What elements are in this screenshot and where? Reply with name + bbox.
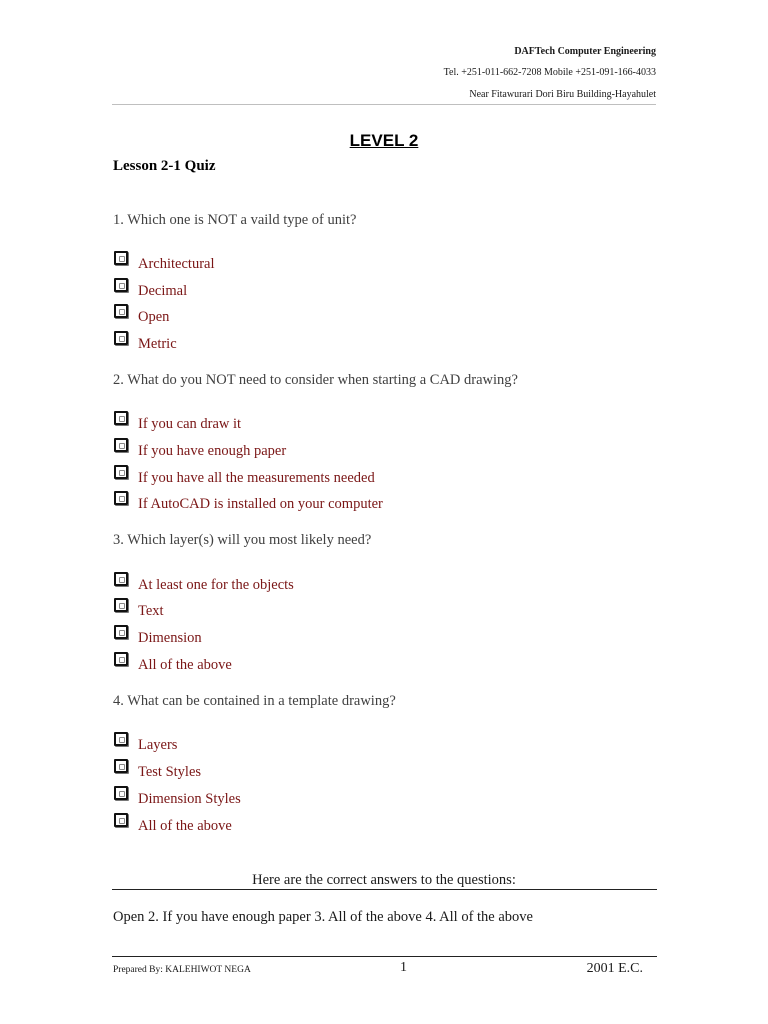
checkbox-icon[interactable]	[114, 304, 128, 318]
footer-prepared-by: Prepared By: KALEHIWOT NEGA	[113, 965, 251, 975]
option-label: Test Styles	[138, 764, 202, 780]
option-label: Layers	[138, 737, 178, 753]
company-name: DAFTech Computer Engineering	[514, 46, 656, 57]
checkbox-icon[interactable]	[114, 331, 128, 345]
option-label: Dimension	[138, 630, 202, 646]
checkbox-icon[interactable]	[114, 572, 128, 586]
option-label: At least one for the objects	[138, 577, 294, 593]
checkbox-icon[interactable]	[114, 786, 128, 800]
option-label: Metric	[138, 336, 177, 352]
checkbox-icon[interactable]	[114, 813, 128, 827]
checkbox-icon[interactable]	[114, 438, 128, 452]
checkbox-icon[interactable]	[114, 759, 128, 773]
option-label: If AutoCAD is installed on your computer	[138, 496, 383, 512]
question-3: 3. Which layer(s) will you most likely need?	[113, 532, 372, 548]
answers-heading: Here are the correct answers to the questions:	[252, 872, 516, 888]
option-label: All of the above	[138, 657, 232, 673]
option-label: Open	[138, 309, 170, 325]
company-address: Near Fitawurari Dori Biru Building-Hayahulet	[469, 89, 656, 100]
page-title: LEVEL 2	[349, 131, 419, 150]
footer-divider	[112, 956, 657, 957]
option-label: If you can draw it	[138, 416, 242, 432]
answers-text: Open 2. If you have enough paper 3. All of the above 4. All of the above	[113, 909, 533, 925]
question-4: 4. What can be contained in a template drawing?	[113, 693, 396, 709]
option-label: If you have all the measurements needed	[138, 470, 375, 486]
checkbox-icon[interactable]	[114, 491, 128, 505]
option-label: All of the above	[138, 818, 232, 834]
question-1: 1. Which one is NOT a vaild type of unit?	[113, 212, 357, 228]
option-label: Text	[138, 603, 164, 619]
option-label: If you have enough paper	[138, 443, 287, 459]
checkbox-icon[interactable]	[114, 465, 128, 479]
question-2: 2. What do you NOT need to consider when starting a CAD drawing?	[113, 372, 518, 388]
page-number: 1	[400, 960, 407, 975]
option-label: Dimension Styles	[138, 791, 241, 807]
contact-phone: Tel. +251-011-662-7208 Mobile +251-091-166-4033	[443, 67, 656, 78]
option-label: Architectural	[138, 256, 215, 272]
answers-divider	[112, 889, 657, 890]
checkbox-icon[interactable]	[114, 732, 128, 746]
checkbox-icon[interactable]	[114, 598, 128, 612]
header-divider	[112, 104, 656, 105]
footer-date: 2001 E.C.	[586, 961, 643, 976]
checkbox-icon[interactable]	[114, 411, 128, 425]
option-label: Decimal	[138, 283, 188, 299]
checkbox-icon[interactable]	[114, 251, 128, 265]
checkbox-icon[interactable]	[114, 652, 128, 666]
quiz-title: Lesson 2-1 Quiz	[113, 158, 216, 174]
checkbox-icon[interactable]	[114, 278, 128, 292]
checkbox-icon[interactable]	[114, 625, 128, 639]
